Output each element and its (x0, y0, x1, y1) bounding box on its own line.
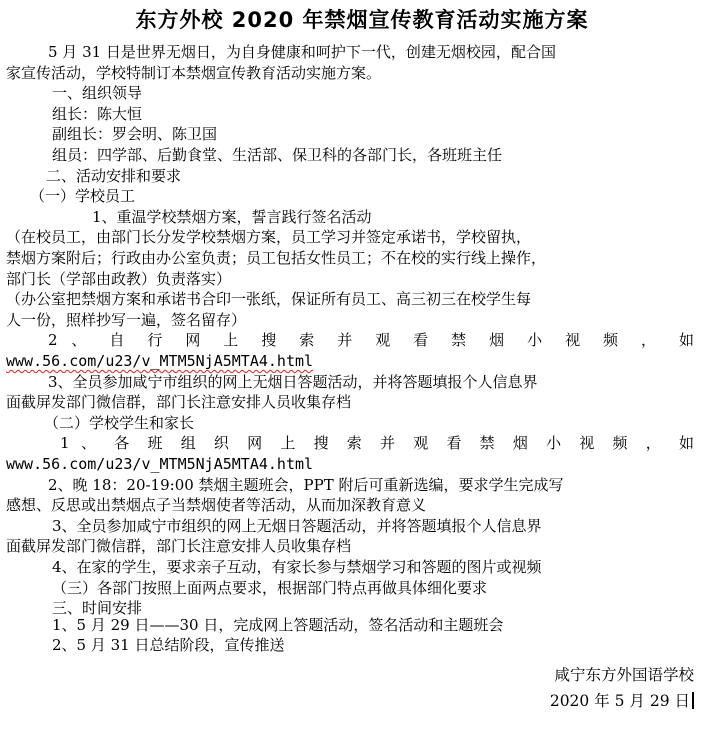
signature-date-text: 2020 年 5 月 29 日 (549, 692, 690, 710)
section-heading-schedule: 三、时间安排 (52, 599, 143, 618)
signature-organization: 咸宁东方外国语学校 (554, 666, 694, 684)
schedule-item-1: 1、5 月 29 日——30 日，完成网上答题活动，签名活动和主题班会 (52, 615, 504, 634)
team-leader-line: 组长：陈大恒 (52, 104, 143, 123)
document-title: 东方外校 2020 年禁烟宣传教育活动实施方案 (135, 8, 589, 32)
staff-item-1-note-2: 人一份，照样抄写一遍，签名留存） (6, 310, 247, 329)
section-heading-activities: 二、活动安排和要求 (46, 166, 182, 185)
text-cursor-icon (692, 692, 694, 709)
section-heading-organization: 一、组织领导 (52, 84, 143, 103)
student-item-1: 1 、 各 班 组 织 网 上 搜 索 并 观 看 禁 烟 小 视 频 ， 如 (60, 434, 694, 453)
staff-video-link[interactable]: www.56.com/u23/v_MTM5NjA5MTA4.html (6, 352, 314, 370)
subsection-students-parents: （二）学校学生和家长 (44, 413, 195, 432)
student-item-4: 4、在家的学生，要求亲子互动，有家长参与禁烟学习和答题的图片或视频 (52, 558, 542, 576)
student-item-2-line-2: 感想、反思或出禁烟点子当禁烟使者等活动，从而加深教育意义 (6, 496, 427, 515)
signature-date (550, 690, 694, 712)
staff-item-3-line-2: 面截屏发部门微信群，部门长注意安排人员收集存档 (6, 393, 352, 412)
staff-item-1: 1、重温学校禁烟方案，誓言践行签名活动 (92, 207, 372, 226)
schedule-item-2: 2、5 月 31 日总结阶段，宣传推送 (52, 636, 285, 655)
student-video-link[interactable]: www.56.com/u23/v_MTM5NjA5MTA4.html (6, 455, 314, 473)
student-item-3-line-2: 面截屏发部门微信群，部门长注意安排人员收集存档 (6, 537, 352, 556)
staff-item-3-line-1: 3、全员参加咸宁市组织的网上无烟日答题活动，并将答题填报个人信息界 (48, 372, 538, 391)
staff-item-1-detail-1: （在校员工，由部门长分发学校禁烟方案，员工学习并签定承诺书，学校留执， (6, 228, 532, 247)
intro-line-1: 5 月 31 日是世界无烟日，为自身健康和呵护下一代，创建无烟校园，配合国 (48, 43, 556, 61)
intro-line-2: 家宣传活动，学校特制订本禁烟宣传教育活动实施方案。 (6, 63, 382, 82)
staff-item-1-detail-2: 禁烟方案附后；行政由办公室负责；员工包括女性员工；不在校的实行线上操作， (6, 249, 547, 267)
staff-item-2: 2 、 自 行 网 上 搜 索 并 观 看 禁 烟 小 视 频 ， 如 (48, 331, 694, 350)
student-item-2-line-1: 2、晚 18：20-19:00 禁烟主题班会，PPT 附后可重新选编，要求学生完成写 (48, 475, 564, 494)
deputy-leader-line: 副组长：罗会明、陈卫国 (52, 125, 218, 144)
subsection-staff: （一）学校员工 (30, 187, 136, 206)
staff-item-1-note-1: （办公室把禁烟方案和承诺书合印一张纸，保证所有员工、高三初三在校学生每 (6, 290, 532, 309)
staff-item-1-detail-3: 部门长（学部由政教）负责落实） (6, 269, 232, 288)
subsection-departments: （三）各部门按照上面两点要求，根据部门特点再做具体细化要求 (52, 578, 488, 597)
team-members-line: 组员：四学部、后勤食堂、生活部、保卫科的各部门长，各班班主任 (52, 146, 503, 164)
student-item-3-line-1: 3、全员参加咸宁市组织的网上无烟日答题活动，并将答题填报个人信息界 (52, 516, 542, 535)
